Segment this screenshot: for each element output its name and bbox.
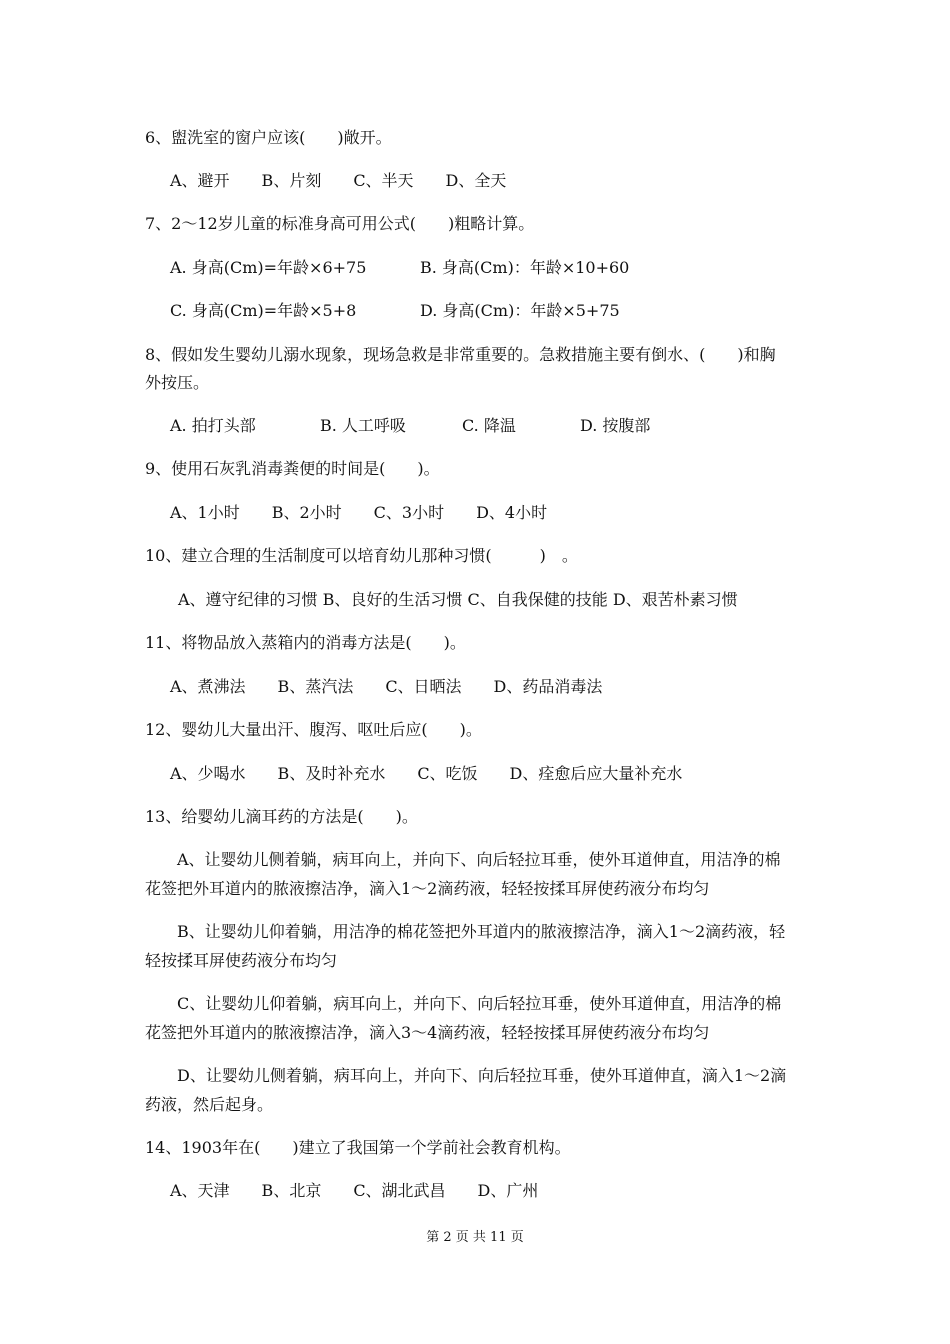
question-13-option-b-line2: 轻按揉耳屏使药液分布均匀 bbox=[145, 951, 338, 970]
question-13-option-b-line1: B、让婴幼儿仰着躺，用洁净的棉花签把外耳道内的脓液擦洁净，滴入1～2滴药液，轻 bbox=[145, 922, 786, 941]
question-7-stem: 7、2～12岁儿童的标准身高可用公式( )粗略计算。 bbox=[145, 214, 535, 233]
page-number-footer: 第 2 页 共 11 页 bbox=[426, 1230, 524, 1245]
question-7-option-a: A. 身高(Cm)=年龄×6+75 bbox=[170, 258, 367, 277]
question-11-stem: 11、将物品放入蒸箱内的消毒方法是( )。 bbox=[145, 633, 466, 652]
question-6-options: A、避开 B、片刻 C、半天 D、全天 bbox=[170, 171, 507, 190]
question-7-option-b: B. 身高(Cm)：年龄×10+60 bbox=[420, 258, 630, 277]
question-10-stem: 10、建立合理的生活制度可以培育幼儿那种习惯( ) 。 bbox=[145, 546, 578, 565]
question-14-stem: 14、1903年在( )建立了我国第一个学前社会教育机构。 bbox=[145, 1138, 571, 1157]
question-14-options: A、天津 B、北京 C、湖北武昌 D、广州 bbox=[170, 1181, 539, 1200]
question-9-options: A、1小时 B、2小时 C、3小时 D、4小时 bbox=[170, 503, 548, 522]
question-8-stem-line2: 外按压。 bbox=[145, 373, 210, 392]
question-13-option-c-line1: C、让婴幼儿仰着躺，病耳向上，并向下、向后轻拉耳垂，使外耳道伸直，用洁净的棉 bbox=[145, 994, 782, 1013]
question-13-stem: 13、给婴幼儿滴耳药的方法是( )。 bbox=[145, 807, 418, 826]
question-12-stem: 12、婴幼儿大量出汗、腹泻、呕吐后应( )。 bbox=[145, 720, 482, 739]
question-9-stem: 9、使用石灰乳消毒粪便的时间是( )。 bbox=[145, 459, 440, 478]
question-13-option-d-line1: D、让婴幼儿侧着躺，病耳向上，并向下、向后轻拉耳垂，使外耳道伸直，滴入1～2滴 bbox=[145, 1066, 787, 1085]
question-8-option-a: A. 拍打头部 bbox=[170, 416, 256, 435]
question-13-option-d-line2: 药液，然后起身。 bbox=[145, 1095, 274, 1114]
question-8-option-b: B. 人工呼吸 bbox=[320, 416, 406, 435]
question-13-option-c-line2: 花签把外耳道内的脓液擦洁净，滴入3～4滴药液，轻轻按揉耳屏使药液分布均匀 bbox=[145, 1023, 710, 1042]
question-13-option-a-line1: A、让婴幼儿侧着躺，病耳向上，并向下、向后轻拉耳垂，使外耳道伸直，用洁净的棉 bbox=[145, 850, 781, 869]
question-8-option-c: C. 降温 bbox=[462, 416, 516, 435]
question-6-stem: 6、盥洗室的窗户应该( )敞开。 bbox=[145, 128, 392, 147]
question-11-options: A、煮沸法 B、蒸汽法 C、日晒法 D、药品消毒法 bbox=[170, 677, 603, 696]
question-12-options: A、少喝水 B、及时补充水 C、吃饭 D、痊愈后应大量补充水 bbox=[170, 764, 683, 783]
question-7-option-d: D. 身高(Cm)：年龄×5+75 bbox=[420, 301, 620, 320]
question-8-stem-line1: 8、假如发生婴幼儿溺水现象，现场急救是非常重要的。急救措施主要有倒水、( )和胸 bbox=[145, 345, 776, 364]
question-10-options: A、遵守纪律的习惯 B、良好的生活习惯 C、自我保健的技能 D、艰苦朴素习惯 bbox=[178, 590, 738, 609]
question-8-option-d: D. 按腹部 bbox=[580, 416, 651, 435]
question-7-option-c: C. 身高(Cm)=年龄×5+8 bbox=[170, 301, 357, 320]
question-13-option-a-line2: 花签把外耳道内的脓液擦洁净，滴入1～2滴药液，轻轻按揉耳屏使药液分布均匀 bbox=[145, 879, 710, 898]
